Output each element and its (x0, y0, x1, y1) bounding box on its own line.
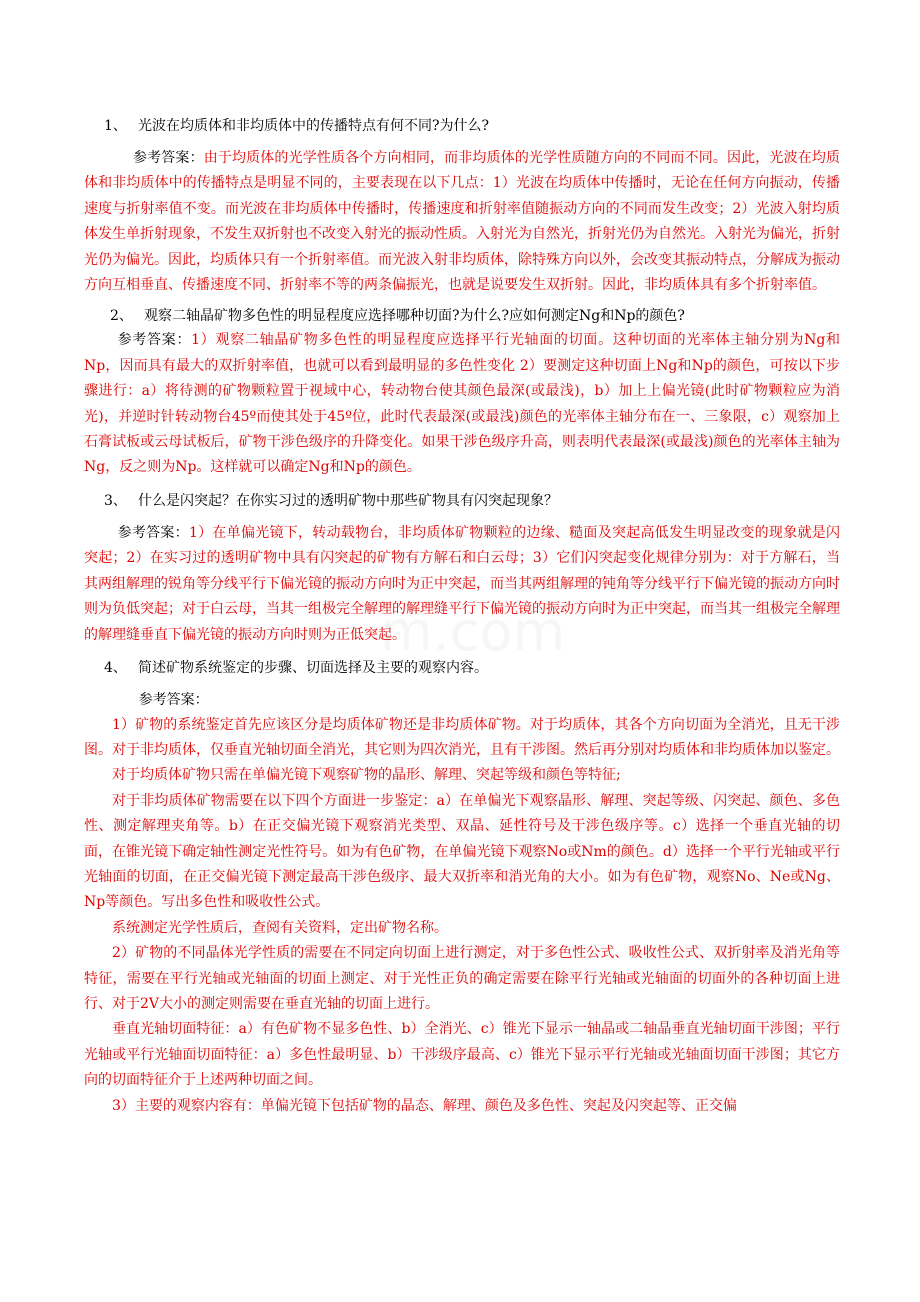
answer-3 (84, 521, 840, 648)
answer-4-paragraph: 对于均质体矿物只需在单偏光镜下观察矿物的晶形、解理、突起等级和颜色等特征; (112, 767, 621, 784)
answer-2-text: 1）观察二轴晶矿物多色性的明显程度应选择平行光轴面的切面。这种切面的光率体主轴分别为Ng和Np，因而具有最大的双折射率值，也就可以看到最明显的多色性变化 2）要测定这种切面上Ng和Np的颜色，可按以下步骤进行：a）将待测的矿物颗粒置于视域中心，转动物台使其颜色最深(或最浅)，b）加上上偏光镜(此时矿物颗粒应为消光)，并逆时针转动物台45º而使其处于45º位，此时代表最深(或最浅)颜色的光率体主轴分布在一、三象限，c）观察加上石膏试板或云母试板后，矿物干涉色级序的升降变化。如果干涉色级序升高，则表明代表最深(或最浅)颜色的光率体主轴为Ng，反之则为Np。这样就可以确定Ng和Np的颜色。 (84, 332, 840, 476)
question-4 (104, 656, 840, 680)
question-1-text: 光波在均质体和非均质体中的传播特点有何不同?为什么? (138, 118, 490, 134)
question-2-number: 2、 (110, 308, 133, 325)
question-3 (104, 489, 840, 513)
answer-4-paragraph: 2）矿物的不同晶体光学性质的需要在不同定向切面上进行测定，对于多色性公式、吸收性公式、双折射率及消光角等特征，需要在平行光轴或光轴面的切面上测定、对于光性正负的确定需要在除平行光轴或光轴面的切面外的各种切面上进行、对于2V大小的测定则需要在垂直光轴的切面上进行。 (84, 945, 840, 1012)
answer-4-label: 参考答案： (138, 691, 209, 708)
question-1 (104, 114, 840, 138)
question-3-text: 什么是闪突起？在你实习过的透明矿物中那些矿物具有闪突起现象？ (138, 492, 558, 509)
answer-4-paragraph: 对于非均质体矿物需要在以下四个方面进一步鉴定：a）在单偏光下观察晶形、解理、突起等级、闪突起、颜色、多色性、测定解理夹角等。b）在正交偏光镜下观察消光类型、双晶、延性符号及干涉色级序等。c）选择一个垂直光轴的切面，在锥光镜下确定轴性测定光性符号。如为有色矿物，在单偏光镜下观察No或Nm的颜色。d）选择一个平行光轴或平行光轴面的切面，在正交偏光镜下测定最高干涉色级序、最大双折率和消光角的大小。如为有色矿物，观察No、Ne或Ng、Np等颜色。写出多色性和吸收性公式。 (84, 792, 840, 911)
answer-3-text: 1）在单偏光镜下，转动载物台，非均质体矿物颗粒的边缘、糙面及突起高低发生明显改变的现象就是闪突起；2）在实习过的透明矿物中具有闪突起的矿物有方解石和白云母；3）它们闪突起变化规律分别为：对于方解石，当其两组解理的锐角等分线平行下偏光镜的振动方向时为正中突起，而当其两组解理的钝角等分线平行下偏光镜的振动方向时则为负低突起；对于白云母，当其一组极完全解理的解理缝平行下偏光镜的振动方向时为正中突起，而当其一组极完全解理的解理缝垂直下偏光镜的振动方向时则为正低突起。 (84, 524, 841, 643)
question-2-text: 观察二轴晶矿物多色性的明显程度应选择哪种切面?为什么?应如何测定Ng和Np的颜色? (144, 308, 685, 325)
answer-1-label: 参考答案： (133, 150, 204, 166)
answer-4-paragraph: 1）矿物的系统鉴定首先应该区分是均质体矿物还是非均质体矿物。对于均质体，其各个方向切面为全消光，且无干涉图。对于非均质体，仅垂直光轴切面全消光，其它则为四次消光，且有干涉图。然后再分别对均质体和非均质体加以鉴定。 (84, 716, 840, 758)
question-4-number: 4、 (104, 659, 127, 676)
answer-2-label: 参考答案： (117, 332, 192, 349)
watermark: m.com (380, 600, 566, 663)
answer-3-label: 参考答案： (117, 524, 189, 541)
question-4-text: 简述矿物系统鉴定的步骤、切面选择及主要的观察内容。 (138, 659, 488, 676)
question-2 (110, 304, 840, 328)
answer-1 (84, 146, 840, 298)
document-page (84, 114, 840, 1119)
answer-4-paragraph: 垂直光轴切面特征：a）有色矿物不显多色性、b）全消光、c）锥光下显示一轴晶或二轴晶垂直光轴切面干涉图；平行光轴或平行光轴面切面特征：a）多色性最明显、b）干涉级序最高、c）锥光下显示平行光轴或光轴面切面干涉图；其它方向的切面特征介于上述两种切面之间。 (84, 1021, 840, 1089)
answer-2 (84, 328, 840, 480)
answer-4-paragraph: 3）主要的观察内容有：单偏光镜下包括矿物的晶态、解理、颜色及多色性、突起及闪突起等、正交偏 (112, 1097, 737, 1114)
answer-4-paragraph: 系统测定光学性质后，查阅有关资料，定出矿物名称。 (112, 919, 448, 936)
question-1-number: 1、 (104, 118, 127, 134)
answer-1-text: 由于均质体的光学性质各个方向相同，而非均质体的光学性质随方向的不同而不同。因此，光波在均质体和非均质体中的传播特点是明显不同的，主要表现在以下几点：1）光波在均质体中传播时，无论在任何方向振动，传播速度与折射率值不变。而光波在非均质体中传播时，传播速度和折射率值随振动方向的不同而发生改变；2）光波入射均质体发生单折射现象，不发生双折射也不改变入射光的振动性质。入射光为自然光，折射光仍为自然光。入射光为偏光，折射光仍为偏光。因此，均质体只有一个折射率值。而光波入射非均质体，除特殊方向以外，会改变其振动特点，分解成为振动方向互相垂直、传播速度不同、折射率不等的两条偏振光，也就是说要发生双折射。因此，非均质体具有多个折射率值。 (84, 150, 841, 294)
question-3-number: 3、 (104, 492, 127, 509)
